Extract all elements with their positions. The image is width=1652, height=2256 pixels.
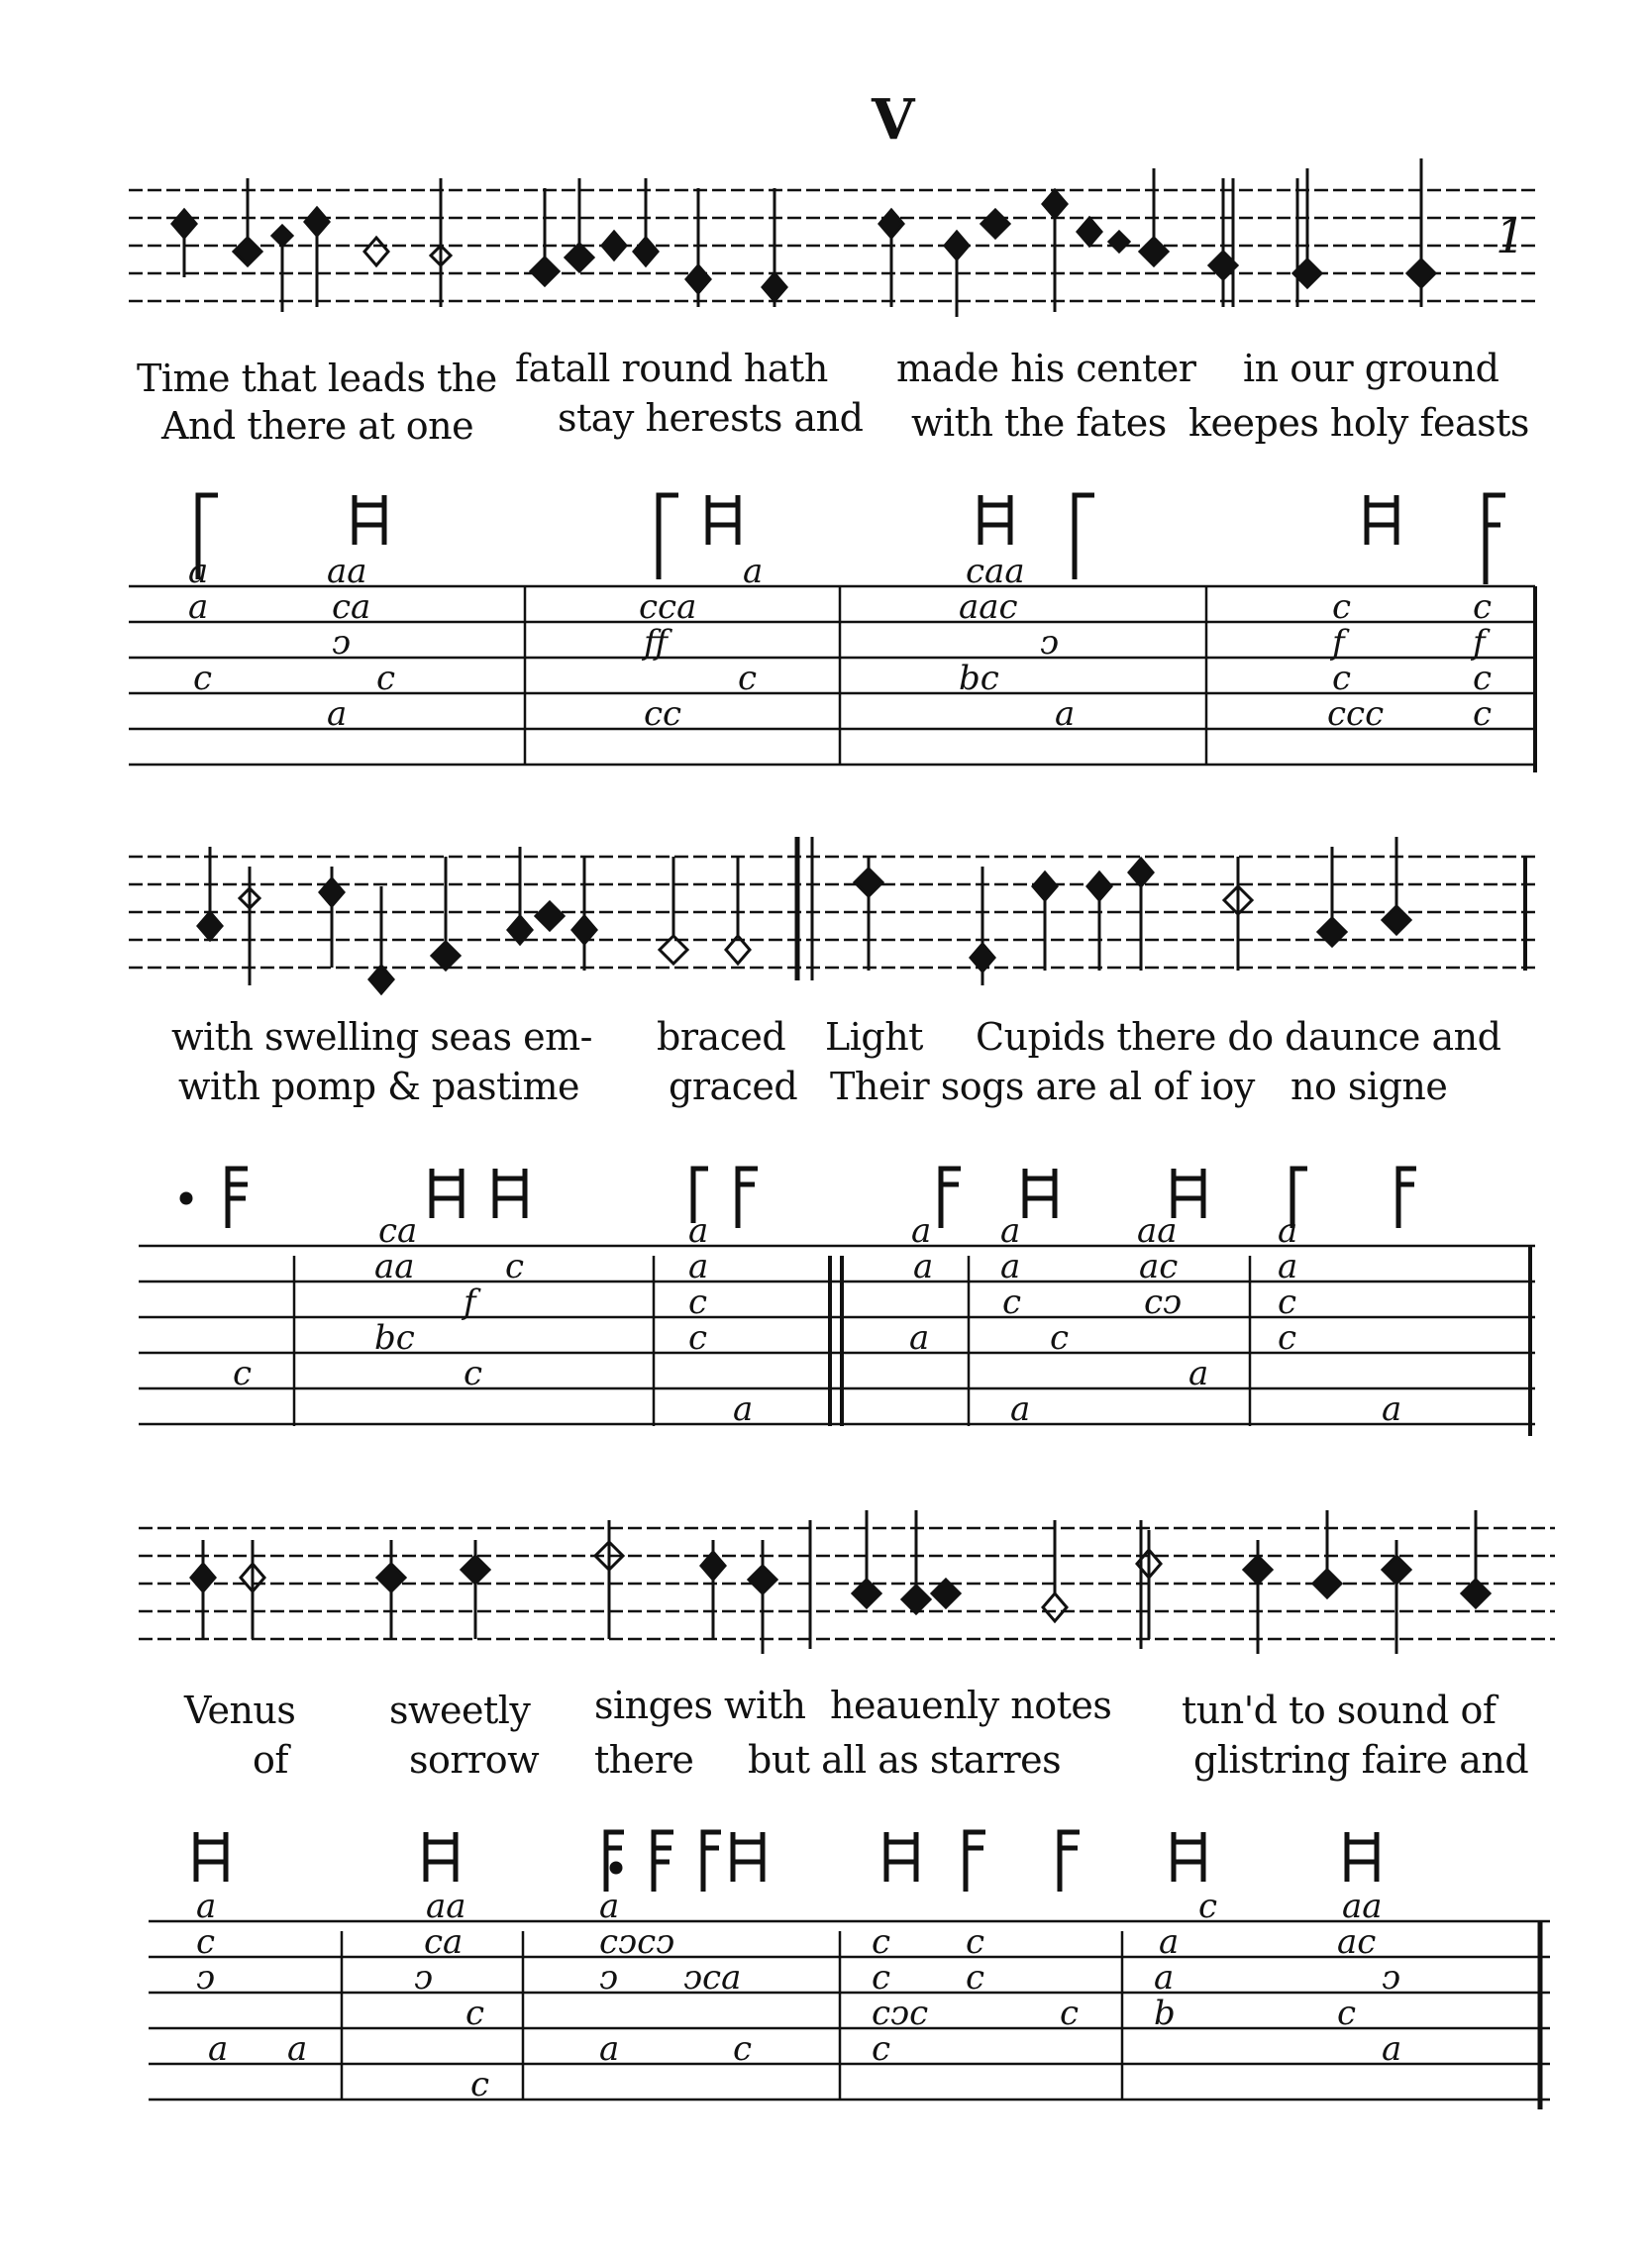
tab-1-r3-c: ↄ [1040, 623, 1060, 663]
tab-2-r2-f: ac [1139, 1247, 1179, 1286]
tab-2-r3-c: c [1002, 1282, 1022, 1322]
lyric-3-1c: singes with [594, 1684, 806, 1727]
tab-2-r5-a: c [233, 1354, 253, 1393]
tab-3-r2-a: c [196, 1922, 216, 1962]
tab-3-r5-e: c [872, 2029, 891, 2069]
tab-1-r1-a: a [188, 552, 209, 591]
tab-3-r3-e: c [872, 1958, 891, 1998]
page-number: V [872, 87, 915, 153]
tab-2-r2-c: a [688, 1247, 709, 1286]
tab-2-r1-e: aa [1137, 1211, 1178, 1251]
tab-2-r1-c: a [911, 1211, 932, 1251]
voice-staff-1 [0, 149, 1652, 347]
tab-2-r2-b: c [505, 1247, 525, 1286]
lyric-2-1d: Cupids there do daunce and [976, 1015, 1501, 1059]
lyric-1-1a: Time that leads the [137, 357, 497, 400]
tab-2-r2-d: a [913, 1247, 934, 1286]
tab-1-r3-a: ↄ [332, 623, 352, 663]
tab-3-r5-d: c [733, 2029, 753, 2069]
lyric-2-1a: with swelling seas em- [171, 1015, 592, 1059]
tab-3-r5-c: a [599, 2029, 620, 2069]
tab-3-r4-c: c [1060, 1994, 1080, 2033]
tab-3-r3-g: a [1154, 1958, 1175, 1998]
lyric-2-2b: graced [669, 1065, 798, 1108]
lyric-3-2b: sorrow [409, 1738, 540, 1782]
tab-1-r5-e: c [1473, 694, 1493, 734]
tab-1-r2-f: c [1473, 587, 1493, 627]
tab-1-r2-a: a [188, 587, 209, 627]
tab-3-r2-e: c [966, 1922, 985, 1962]
lyric-2-2a: with pomp & pastime [178, 1065, 579, 1108]
tab-1-r5-d: ccc [1327, 694, 1385, 734]
tab-3-r2-g: ac [1337, 1922, 1377, 1962]
tab-3-r3-h: ↄ [1382, 1958, 1401, 1998]
lyric-3-2d: but all as starres [748, 1738, 1062, 1782]
tab-2-r1-f: a [1278, 1211, 1298, 1251]
tab-2-r2-e: a [1000, 1247, 1021, 1286]
tab-2-r6-c: a [1382, 1389, 1402, 1429]
tab-1-r4-e: c [1332, 659, 1352, 698]
tab-3-r4-e: c [1337, 1994, 1357, 2033]
tab-3-r2-d: c [872, 1922, 891, 1962]
tab-1-r4-c: c [738, 659, 758, 698]
lyric-2-1c: Light [825, 1015, 923, 1059]
tab-2-r3-b: c [688, 1282, 708, 1322]
tab-1-r1-b: aa [327, 552, 367, 591]
tab-3-r1-e: aa [1342, 1887, 1383, 1926]
tab-1-r4-f: c [1473, 659, 1493, 698]
lyric-1-2b: stay herests and [558, 396, 864, 440]
lyric-3-1e: tun'd to sound of [1182, 1689, 1497, 1732]
tab-2-r2-g: a [1278, 1247, 1298, 1286]
lyric-2-2d: no signe [1291, 1065, 1448, 1108]
tab-2-r2-a: aa [374, 1247, 415, 1286]
lyric-1-2c: with the fates [911, 401, 1167, 445]
tab-2-r3-e: c [1278, 1282, 1297, 1322]
tab-3-r1-c: a [599, 1887, 620, 1926]
lyric-3-1b: sweetly [389, 1689, 531, 1732]
tab-1-r5-b: cc [644, 694, 682, 734]
tab-1-r3-b: ff [644, 623, 669, 663]
tab-2-r5-c: a [1188, 1354, 1209, 1393]
tab-2-r4-d: c [1050, 1318, 1070, 1358]
tab-1-r2-e: c [1332, 587, 1352, 627]
tab-3-r4-b: cↄc [872, 1994, 929, 2033]
lyric-1-1d: in our ground [1243, 347, 1499, 390]
tab-1-r1-c: a [743, 552, 764, 591]
tab-1-r4-d: bc [959, 659, 999, 698]
voice-staff-3 [0, 1490, 1652, 1689]
tab-2-r1-a: ca [378, 1211, 418, 1251]
tab-3-r1-a: a [196, 1887, 217, 1926]
tab-3-r3-f: c [966, 1958, 985, 1998]
tab-3-r4-a: c [465, 1994, 485, 2033]
tab-2-r3-d: cↄ [1144, 1282, 1183, 1322]
voice-staff-2 [0, 827, 1652, 1025]
tab-1-r1-d: caa [966, 552, 1025, 591]
tab-3-r2-b: ca [424, 1922, 464, 1962]
tab-2-r6-a: a [733, 1389, 754, 1429]
svg-text:1: 1 [1496, 209, 1526, 264]
tab-2-r3-a: f [464, 1282, 476, 1322]
tab-2-r1-b: a [688, 1211, 709, 1251]
lute-tablature-1 [0, 475, 1652, 802]
tab-3-r2-f: a [1159, 1922, 1180, 1962]
lyric-2-1b: braced [657, 1015, 786, 1059]
tab-3-r4-d: b [1154, 1994, 1176, 2033]
tab-3-r3-b: ↄ [414, 1958, 434, 1998]
tab-1-r5-c: a [1055, 694, 1076, 734]
tab-3-r3-d: ↄca [683, 1958, 742, 1998]
tab-2-r4-e: c [1278, 1318, 1297, 1358]
lyric-3-1a: Venus [184, 1689, 296, 1732]
lute-tablature-3 [0, 1812, 1652, 2129]
tab-3-r5-f: a [1382, 2029, 1402, 2069]
tab-3-r5-b: a [287, 2029, 308, 2069]
lyric-2-2c: Their sogs are al of ioy [830, 1065, 1255, 1108]
tab-2-r6-b: a [1010, 1389, 1031, 1429]
tab-3-r5-a: a [208, 2029, 229, 2069]
tab-3-r3-a: ↄ [196, 1958, 216, 1998]
tab-1-r2-b: ca [332, 587, 371, 627]
tab-1-r3-d: f [1332, 623, 1345, 663]
lyric-3-1d: heauenly notes [830, 1684, 1112, 1727]
tab-1-r2-c: cca [639, 587, 697, 627]
tab-2-r1-d: a [1000, 1211, 1021, 1251]
tab-3-r2-c: cↄcↄ [599, 1922, 675, 1962]
tab-1-r5-a: a [327, 694, 348, 734]
tab-3-r6-a: c [470, 2065, 490, 2104]
tab-1-r4-b: c [376, 659, 396, 698]
lyric-3-2c: there [594, 1738, 694, 1782]
tab-1-r4-a: c [193, 659, 213, 698]
tab-1-r2-d: aac [959, 587, 1018, 627]
tab-2-r5-b: c [464, 1354, 483, 1393]
tab-1-r3-e: f [1473, 623, 1486, 663]
tab-3-r1-d: c [1198, 1887, 1218, 1926]
lyric-3-2a: of [253, 1738, 288, 1782]
lyric-1-1c: made his center [896, 347, 1196, 390]
tab-3-r3-c: ↄ [599, 1958, 619, 1998]
lyric-1-2d: keepes holy feasts [1188, 401, 1529, 445]
tab-3-r1-b: aa [426, 1887, 466, 1926]
tab-2-r4-b: c [688, 1318, 708, 1358]
lute-tablature-2 [0, 1149, 1652, 1456]
tab-2-r4-c: a [909, 1318, 930, 1358]
lyric-3-2e: glistring faire and [1193, 1738, 1529, 1782]
tab-2-r4-a: bc [374, 1318, 415, 1358]
lyric-1-1b: fatall round hath [515, 347, 828, 390]
lyric-1-2a: And there at one [161, 404, 474, 448]
